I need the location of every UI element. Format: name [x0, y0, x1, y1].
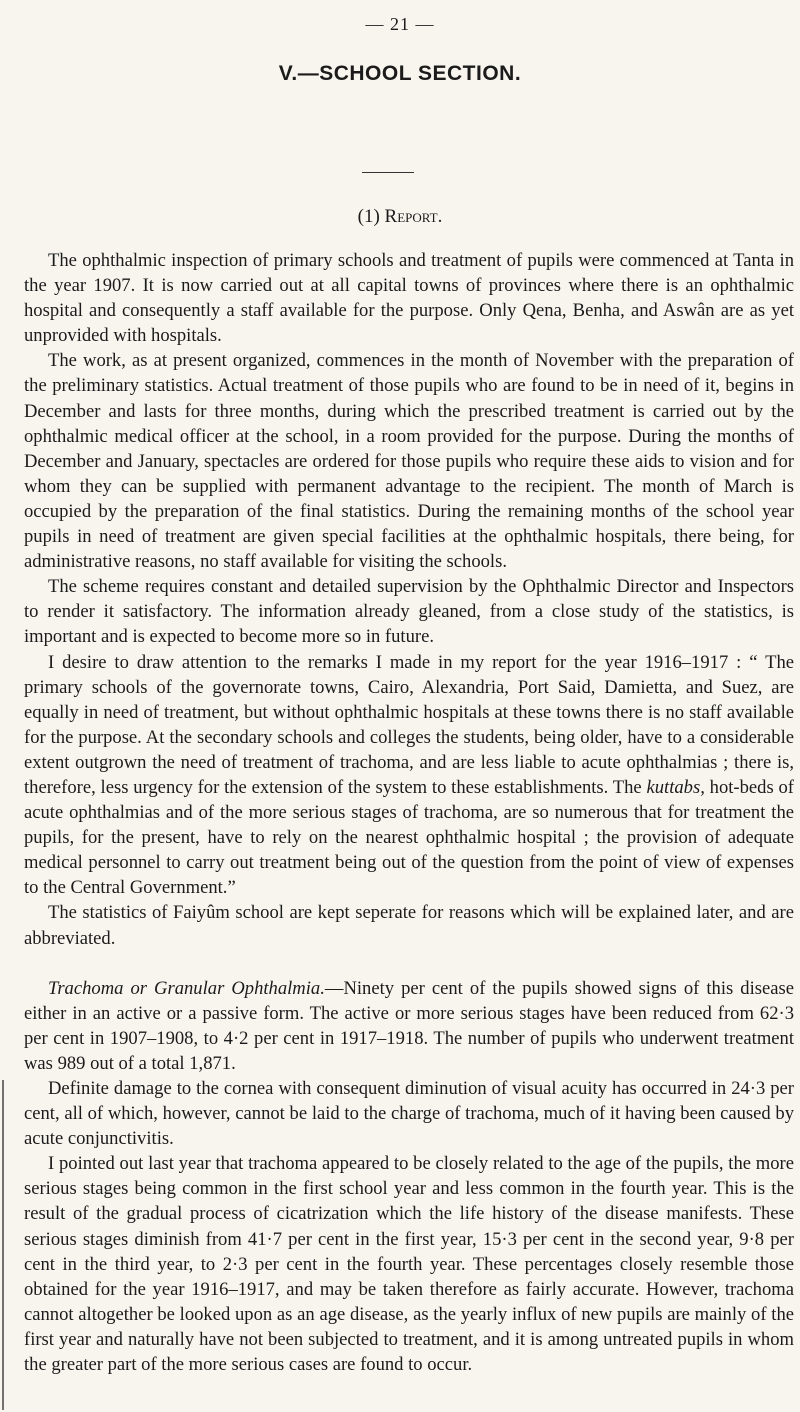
page-number: — 21 — — [365, 14, 435, 34]
kuttabs-term: kuttabs, — [646, 776, 705, 798]
trachoma-heading: Trachoma or Granular Ophthalmia. — [48, 977, 325, 999]
divider-rule — [362, 172, 414, 173]
paragraph-work-organization: The work, as at present organized, commences in the month of November with the preparation of the preliminary statistics. Actual treatment of those pupils who are found to be in need of it, begins in December and lasts for three months, during which the prescribed treatment is carried out by the ophthalmic medical officer at the school, in a room provided for the purpose. During the months of December and January, spectacles are ordered for those pupils who require these aids to vision and for whom they can be supplied with permanent advantage to the recipient. The month of March is occupied by the preparation of the final statistics. During the remaining months of the school year pupils in need of treatment are given special facilities at the ophthalmic hospitals, there being, for administrative reasons, no staff available for visiting the schools. — [24, 350, 794, 573]
report-subheading — [0, 206, 800, 228]
subheading-word: Report. — [384, 206, 443, 227]
paragraph-age-relation: I pointed out last year that trachoma appeared to be closely related to the age of the pupils, the more serious stages being common in the first school year and less common in the fourth year. This is the result of the gradual process of cicatrization which the life history of the disease manifests. These serious stages diminish from 41·7 per cent in the first year, 15·3 per cent in the second year, 9·8 per cent in the third year, to 2·3 per cent in the fourth year. These percentages closely resemble those obtained for the year 1916–1917, and may be taken therefore as fairly accurate. However, trachoma cannot altogether be looked upon as an age disease, as the yearly influx of new pupils are mainly of the first year and naturally have not been subjected to treatment, and it is among untreated pupils in whom the greater part of the more serious cases are found to occur. — [24, 1153, 794, 1376]
quote-part-2: hot-beds of acute ophthalmias and of the more serious stages of trachoma, are so numerous that for treatment the pupils, for the present, have to rely on the nearest ophthalmic hospital ; the provision of adequate medical personnel to carry out treatment being out of the question from the point of view of expenses to the Central Government.” — [24, 776, 794, 899]
subheading-number: (1) — [357, 206, 385, 227]
paragraph-supervision: The scheme requires constant and detailed supervision by the Ophthalmic Director and Inspectors to render it satisfactory. The information already gleaned, from a close study of the statistics, is important and is expected to become more so in future. — [24, 576, 794, 648]
paragraph-faiyum-note: The statistics of Faiyûm school are kept seperate for reasons which will be explained later, and are abbreviated. — [24, 902, 794, 949]
paragraph-inspection-history: The ophthalmic inspection of primary schools and treatment of pupils were commenced at Tanta in the year 1907. It is now carried out at all capital towns of provinces where there is an ophthalmic hospital and consequently a staff available for the purpose. Only Qena, Benha, and Aswân are as yet unprovided with hospitals. — [24, 250, 794, 347]
trachoma-text: —Ninety per cent of the pupils showed signs of this disease either in an active or a passive form. The active or more serious stages have been reduced from 62·3 per cent in 1907–1908, to 4·2 per cent in 1917–1918. The number of pupils who underwent treatment was 989 out of a total 1,871. — [24, 977, 794, 1074]
report-body — [24, 248, 794, 1377]
paragraph-previous-report-quote — [24, 650, 794, 901]
paragraph-cornea-damage: Definite damage to the cornea with consequent diminution of visual acuity has occurred in 24·3 per cent, all of which, however, cannot be laid to the charge of trachoma, much of it having been caused by acute conjunctivitis. — [24, 1078, 794, 1150]
quote-part-1: I desire to draw attention to the remarks I made in my report for the year 1916–1917 : “ The primary schools of the governorate towns, Cairo, Alexandria, Port Said, Damietta, and Suez, are equally in need of treatment, but without ophthalmic hospitals at these towns there is no staff available for the purpose. At the secondary schools and colleges the students, being older, have to a considerable extent outgrown the need of treatment of trachoma, and are less liable to acute ophthalmias ; there is, therefore, less urgency for the extension of the system to these establishments. The — [24, 651, 794, 798]
margin-line — [2, 1080, 4, 1410]
paragraph-trachoma — [24, 976, 794, 1076]
section-title: V.—SCHOOL SECTION. — [278, 62, 522, 85]
